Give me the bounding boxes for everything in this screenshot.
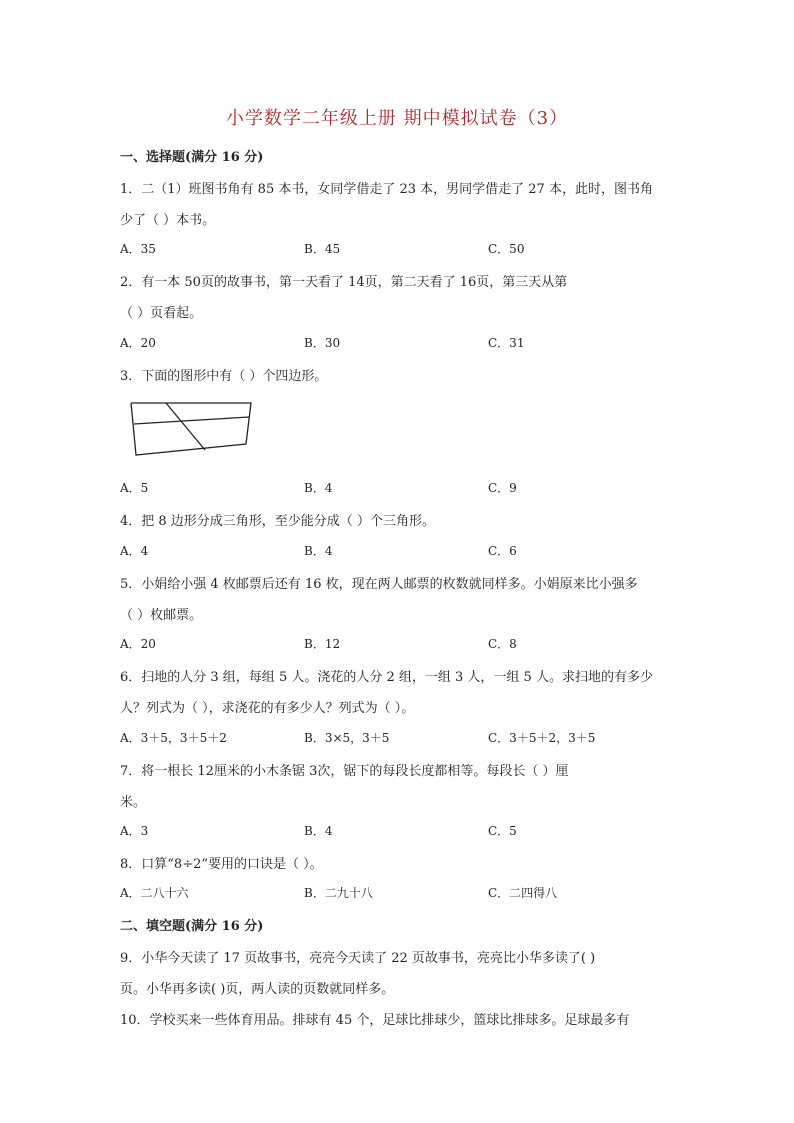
question-1-text-cont: 少了（ ）本书。 <box>120 213 216 228</box>
question-7-text: 7．将一根长 12厘米的小木条锯 3次，锯下的每段长度都相等。每段长（ ）厘 <box>120 764 569 779</box>
figure-outline <box>131 403 251 455</box>
question-5-option-a[interactable]: A．20 <box>120 637 156 651</box>
question-1-option-a[interactable]: A．35 <box>120 242 156 256</box>
question-2-option-a[interactable]: A．20 <box>120 336 156 350</box>
figure-horizontal-line <box>134 417 249 424</box>
question-5-text-cont: （ ）枚邮票。 <box>120 608 203 623</box>
question-7-option-b[interactable]: B．4 <box>304 824 333 838</box>
question-4-option-b[interactable]: B．4 <box>304 544 333 558</box>
section-heading-choice: 一、选择题(满分 16 分) <box>120 150 264 165</box>
question-3-text: 3．下面的图形中有（ ）个四边形。 <box>120 369 328 384</box>
question-8-option-a[interactable]: A．二八十六 <box>120 886 189 900</box>
question-1-option-c[interactable]: C．50 <box>488 242 525 256</box>
question-5-option-c[interactable]: C．8 <box>488 637 517 651</box>
question-6-option-a[interactable]: A．3＋5，3＋5＋2 <box>120 731 227 745</box>
question-10-text: 10．学校买来一些体育用品。排球有 45 个，足球比排球少，篮球比排球多。足球最多有 <box>120 1013 630 1028</box>
question-4-text: 4．把 8 边形分成三角形，至少能分成（ ）个三角形。 <box>120 514 435 529</box>
page-title: 小学数学二年级上册 期中模拟试卷（3） <box>225 108 569 129</box>
figure-diagonal-line <box>166 403 205 450</box>
question-7-option-a[interactable]: A．3 <box>120 824 149 838</box>
question-2-option-b[interactable]: B．30 <box>304 336 341 350</box>
question-8-option-b[interactable]: B．二九十八 <box>304 886 373 900</box>
question-8-text: 8．口算“8÷2”要用的口诀是（ ）。 <box>120 857 323 872</box>
section-heading-fill-blank: 二、填空题(满分 16 分) <box>120 919 264 934</box>
quadrilateral-figure <box>128 400 254 458</box>
question-6-text-cont: 人？列式为（ ），求浇花的有多少人？列式为（ ）。 <box>120 701 415 716</box>
question-2-option-c[interactable]: C．31 <box>488 336 525 350</box>
question-3-option-a[interactable]: A．5 <box>120 481 149 495</box>
question-5-option-b[interactable]: B．12 <box>304 637 341 651</box>
question-7-text-cont: 米。 <box>120 795 147 810</box>
question-4-option-c[interactable]: C．6 <box>488 544 517 558</box>
question-7-option-c[interactable]: C．5 <box>488 824 517 838</box>
question-3-option-c[interactable]: C．9 <box>488 481 517 495</box>
question-8-option-c[interactable]: C．二四得八 <box>488 886 558 900</box>
question-1-text: 1．二（1）班图书角有 85 本书，女同学借走了 23 本，男同学借走了 27 本，此时，图书角 <box>120 182 653 197</box>
question-3-option-b[interactable]: B．4 <box>304 481 333 495</box>
question-1-option-b[interactable]: B．45 <box>304 242 341 256</box>
question-2-text-cont: （ ）页看起。 <box>120 306 203 321</box>
question-9-text-cont: 页。小华再多读( )页，两人读的页数就同样多。 <box>120 982 395 997</box>
question-6-option-c[interactable]: C．3＋5＋2，3＋5 <box>488 731 596 745</box>
question-2-text: 2．有一本 50页的故事书，第一天看了 14页，第二天看了 16页，第三天从第 <box>120 275 568 290</box>
question-5-text: 5．小娟给小强 4 枚邮票后还有 16 枚，现在两人邮票的枚数就同样多。小娟原来比小强多 <box>120 577 638 592</box>
question-9-text: 9．小华今天读了 17 页故事书，亮亮今天读了 22 页故事书，亮亮比小华多读了( ) <box>120 951 596 966</box>
question-4-option-a[interactable]: A．4 <box>120 544 149 558</box>
question-6-text: 6．扫地的人分 3 组，每组 5 人。浇花的人分 2 组，一组 3 人，一组 5 人。求扫地的有多少 <box>120 670 653 685</box>
question-6-option-b[interactable]: B．3×5，3＋5 <box>304 731 390 745</box>
